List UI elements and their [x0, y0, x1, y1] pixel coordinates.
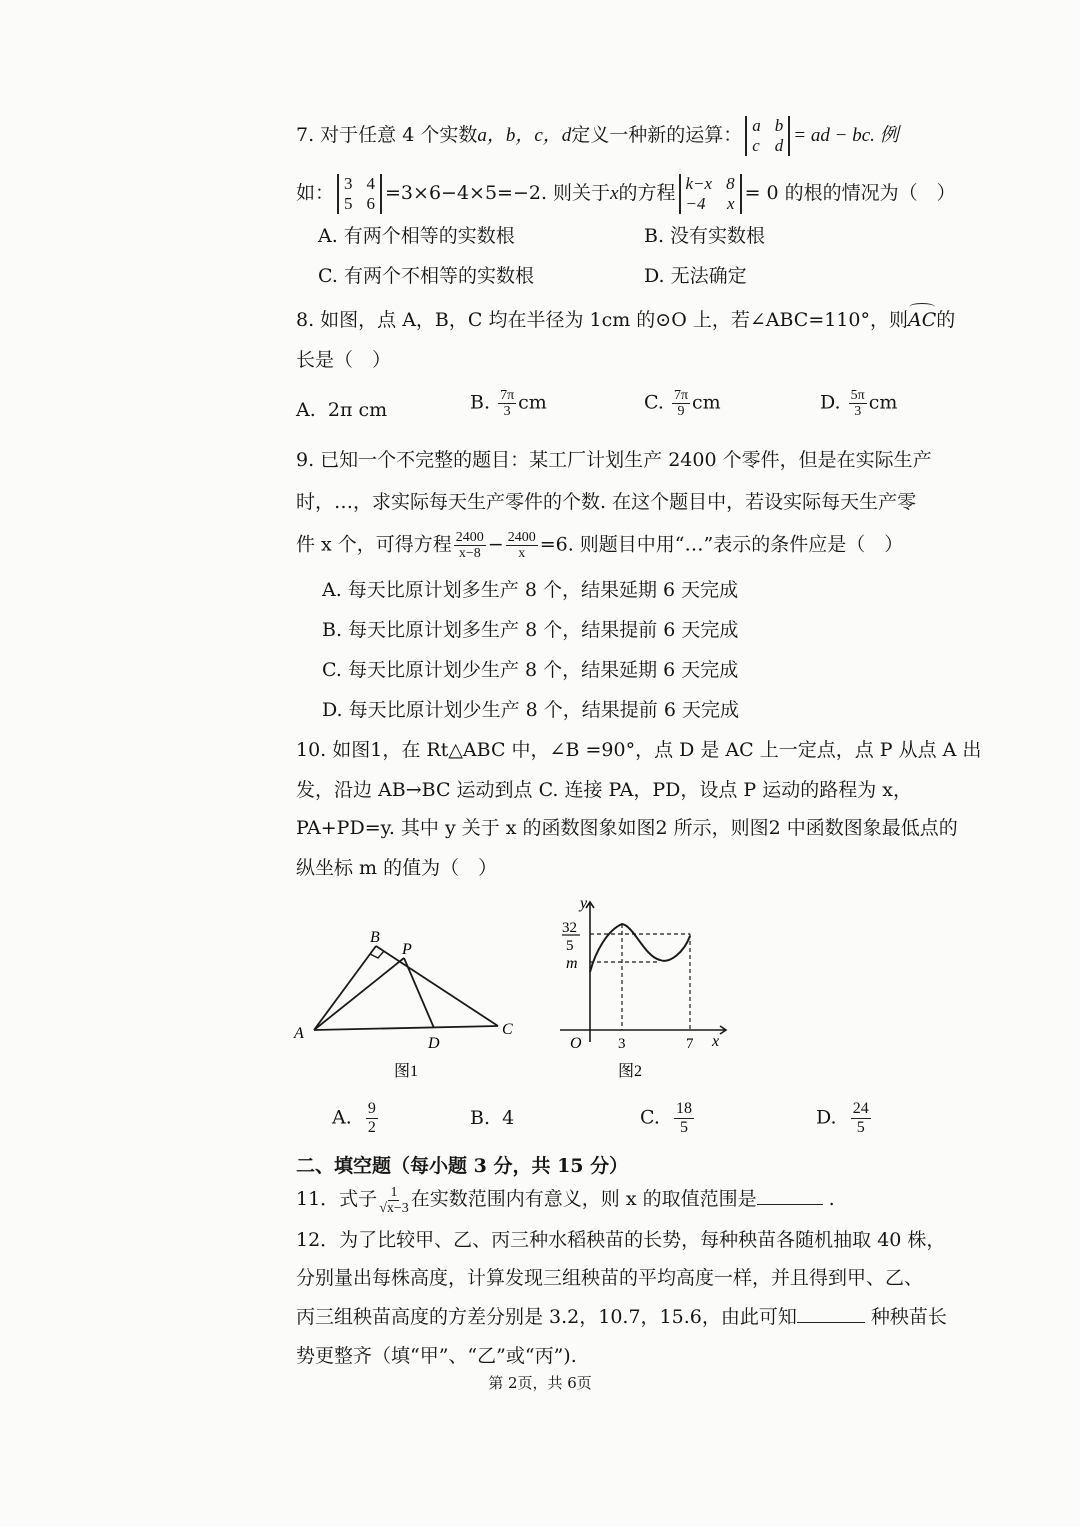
q7-example-determinant: 3 4 5 6	[337, 174, 382, 214]
label-p: P	[402, 941, 412, 958]
q8-option-c[interactable]: C. $\frac{7\pi}{9}$ cm	[644, 388, 721, 419]
q10-line3: PA+PD=y. 其中 y 关于 x 的函数图象如图2 所示，则图2 中函数图象最低点的	[296, 817, 958, 839]
q9-fraction-1: $\frac{2400}{x-8}$	[455, 530, 484, 561]
label-b: B	[370, 929, 380, 946]
label-7: 7	[686, 1036, 694, 1052]
q7-option-a[interactable]: A. 有两个相等的实数根	[318, 225, 515, 247]
q9-option-b[interactable]: B. 每天比原计划多生产 8 个，结果提前 6 天完成	[322, 619, 739, 641]
section-2-title: 二、填空题（每小题 3 分，共 15 分）	[296, 1155, 629, 1177]
q7-option-d[interactable]: D. 无法确定	[644, 265, 747, 287]
q10-line2: 发，沿边 AB→BC 运动到点 C. 连接 PA，PD，设点 P 运动的路程为 x，	[296, 779, 912, 801]
label-m: m	[566, 955, 578, 972]
q10-option-d[interactable]: D. $\frac{24}{5}$	[816, 1100, 869, 1136]
q10-figure-2	[556, 890, 736, 1086]
segment-pd	[404, 958, 434, 1028]
q11-fraction: $\frac{1}{√x-3}$	[379, 1184, 409, 1216]
q8-option-b[interactable]: B. $\frac{7\pi}{3}$ cm	[470, 388, 547, 419]
q9-option-a[interactable]: A. 每天比原计划多生产 8 个，结果延期 6 天完成	[322, 579, 739, 601]
page-footer: 第 2页，共 6页	[488, 1374, 592, 1392]
label-o: O	[570, 1035, 582, 1052]
q10-option-c[interactable]: C. $\frac{18}{5}$	[640, 1100, 692, 1136]
q9-line2: 时，…，求实际每天生产零件的个数. 在这个题目中，若设实际每天生产零	[296, 491, 917, 513]
label-d: D	[428, 1035, 440, 1052]
q8-line1: 8. 如图，点 A，B，C 均在半径为 1cm 的⊙O 上，若∠ABC=110°，则AC的	[296, 306, 955, 334]
q8-option-d[interactable]: D. $\frac{5\pi}{3}$ cm	[820, 388, 898, 419]
label-c: C	[502, 1021, 513, 1038]
q12-line2: 分别量出每株高度，计算发现三组秧苗的平均高度一样，并且得到甲、乙、	[296, 1267, 924, 1289]
q12-line1: 12．为了比较甲、乙、丙三种水稻秧苗的长势，每种秧苗各随机抽取 40 株，	[296, 1229, 946, 1251]
q10-option-a[interactable]: A. $\frac{9}{2}$	[332, 1100, 376, 1136]
label-a: A	[294, 1025, 304, 1042]
label-5: 5	[566, 938, 574, 954]
q9-line1: 9. 已知一个不完整的题目：某工厂计划生产 2400 个零件，但是在实际生产	[296, 449, 932, 471]
q12-line3: 丙三组秧苗高度的方差分别是 3.2，10.7，15.6，由此可知 种秧苗长	[296, 1302, 947, 1331]
q8-arc-label: AC	[908, 306, 936, 334]
q7-option-c[interactable]: C. 有两个不相等的实数根	[318, 265, 534, 287]
label-3: 3	[618, 1036, 626, 1052]
q7-line2: 如： 3 4 5 6 =3×6−4×5=−2. 则关于x的方程 k−x 8 −4 x = 0 的根的情况为（ ）	[296, 174, 956, 213]
label-x: x	[712, 1033, 720, 1050]
q7-vars: a，b，c，d	[477, 125, 572, 146]
q11-line: 11．式子 $\frac{1}{√x-3}$ 在实数范围内有意义，则 x 的取值范围是 .	[296, 1184, 835, 1216]
q7-def-determinant: a b c d	[745, 116, 790, 156]
q10-figure-1	[292, 922, 532, 1082]
q7-option-b[interactable]: B. 没有实数根	[644, 225, 766, 247]
q11-answer-blank[interactable]	[757, 1184, 823, 1205]
figure-1-caption: 图1	[394, 1063, 419, 1080]
q7-equation-determinant: k−x 8 −4 x	[679, 174, 742, 214]
q12-line4: 势更整齐（填“甲”、“乙”或“丙”).	[296, 1345, 577, 1367]
q8-line2: 长是（ ）	[296, 349, 392, 371]
function-curve	[590, 924, 690, 972]
q10-line4: 纵坐标 m 的值为（ ）	[296, 857, 498, 879]
q9-fraction-2: $\frac{2400}{x}$	[507, 530, 536, 561]
q7-line1: 7. 对于任意 4 个实数a，b，c，d定义一种新的运算： a b c d = ad − bc. 例	[296, 116, 899, 155]
q9-option-c[interactable]: C. 每天比原计划少生产 8 个，结果延期 6 天完成	[322, 659, 739, 681]
figure-2-caption: 图2	[618, 1063, 643, 1080]
q9-line3: 件 x 个，可得方程 $\frac{2400}{x-8}$ − $\frac{2400}{x}$ =6. 则题目中用“…”表示的条件应是（ ）	[296, 530, 904, 561]
label-y: y	[580, 895, 588, 912]
q9-option-d[interactable]: D. 每天比原计划少生产 8 个，结果提前 6 天完成	[322, 699, 739, 721]
label-32: 32	[562, 920, 577, 936]
q12-answer-blank[interactable]	[797, 1302, 865, 1323]
segment-ac	[314, 1026, 498, 1030]
q7-def-rhs: = ad − bc. 例	[793, 125, 899, 146]
q10-option-b[interactable]: B. 4	[470, 1107, 515, 1129]
q8-option-a[interactable]: A. 2π cm	[296, 399, 388, 421]
q10-line1: 10. 如图1，在 Rt△ABC 中，∠B =90°，点 D 是 AC 上一定点，点 P 从点 A 出	[296, 739, 982, 761]
segment-bc	[376, 946, 498, 1026]
